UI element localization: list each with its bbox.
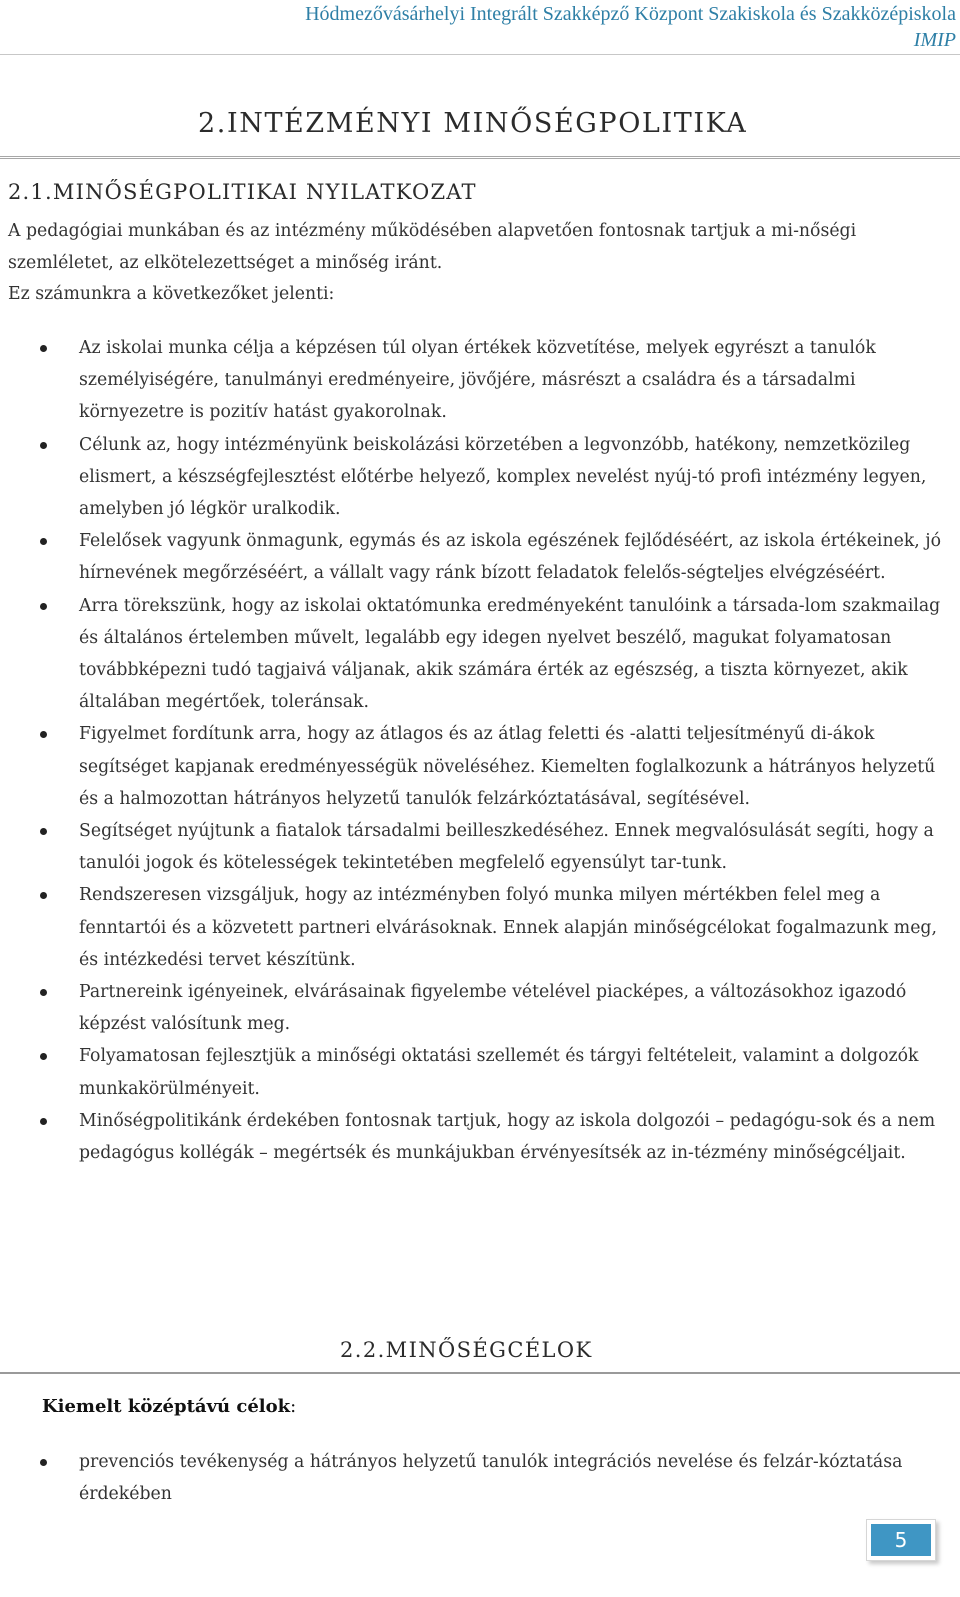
bullet-icon: [40, 1053, 47, 1060]
bullet-icon: [40, 892, 47, 899]
goals-subheading-text: Kiemelt középtávú célok: [42, 1396, 291, 1417]
bullet-icon: [40, 442, 47, 449]
goals-list: [0, 1446, 945, 1510]
bullet-icon: [40, 603, 47, 610]
goals-subheading-colon: :: [290, 1396, 297, 1417]
list-item: Folyamatosan fejlesztjük a minőségi oktatási szellemét és tárgyi feltételeit, valamint a dolgozók munkakörülményeit.: [0, 1040, 945, 1104]
bullet-icon: [40, 538, 47, 545]
bullet-icon: [40, 989, 47, 996]
bullet-icon: [40, 1118, 47, 1125]
list-item: Rendszeresen vizsgáljuk, hogy az intézményben folyó munka milyen mértékben felel meg a fenntartói és a közvetett partneri elvárásoknak. Ennek alapján minőségcélokat fogalmazunk meg, és intézkedési tervet készítünk.: [0, 879, 945, 976]
intro-paragraph: A pedagógiai munkában és az intézmény működésében alapvetően fontosnak tartjuk a mi-nőségi szemléletet, az elkötelezettséget a minőség iránt.: [8, 221, 857, 273]
intro-text: [8, 216, 946, 311]
bullet-icon: [40, 1459, 47, 1466]
header-doc-code: IMIP: [913, 29, 956, 51]
page-number: 5: [871, 1524, 931, 1556]
list-item: Arra törekszünk, hogy az iskolai oktatómunka eredményeként tanulóink a társada-lom szakmailag és általános értelemben művelt, legalább egy idegen nyelvet beszélő, magukat folyamatosan továbbképezni tudó tagjaivá váljanak, akik számára érték az egészség, a tiszta környezet, akik általában megértőek, toleránsak.: [0, 590, 945, 719]
list-item: Az iskolai munka célja a képzésen túl olyan értékek közvetítése, melyek egyrészt a tanulók személyiségére, tanulmányi eredményeire, jövőjére, másrészt a családra és a társadalmi környezetre is pozitív hatást gyakorolnak.: [0, 332, 945, 429]
goals-subheading: [42, 1396, 296, 1417]
list-item: prevenciós tevékenység a hátrányos helyzetű tanulók integrációs nevelése és felzár-kóztatása érdekében: [0, 1446, 945, 1510]
list-item: Partnereink igényeinek, elvárásainak figyelembe vételével piacképes, a változásokhoz igazodó képzést valósítunk meg.: [0, 976, 945, 1040]
bullet-icon: [40, 731, 47, 738]
subsection-title-policy: 2.1.MINŐSÉGPOLITIKAI NYILATKOZAT: [8, 180, 477, 204]
page-number-badge: [866, 1519, 936, 1561]
bullet-icon: [40, 345, 47, 352]
bullet-icon: [40, 828, 47, 835]
policy-list: [0, 332, 945, 1169]
intro-lead: Ez számunkra a következőket jelenti:: [8, 284, 335, 304]
list-item: Minőségpolitikánk érdekében fontosnak tartjuk, hogy az iskola dolgozói – pedagógu-sok és a nem pedagógus kollégák – megértsék és munkájukban érvényesítsék az in-tézmény minőségcéljait.: [0, 1105, 945, 1169]
section-title: 2.INTÉZMÉNYI MINŐSÉGPOLITIKA: [198, 108, 748, 139]
subsection-divider: [0, 1372, 960, 1374]
header-divider: [0, 54, 960, 55]
list-item: Felelősek vagyunk önmagunk, egymás és az iskola egészének fejlődéséért, az iskola értékeinek, jó hírnevének megőrzéséért, a vállalt vagy ránk bízott feladatok felelős-ségteljes elvégzéséért.: [0, 525, 945, 589]
subsection-title-goals: 2.2.MINŐSÉGCÉLOK: [340, 1338, 593, 1362]
list-item: Segítséget nyújtunk a fiatalok társadalmi beilleszkedéséhez. Ennek megvalósulását segíti, hogy a tanulói jogok és kötelességek tekintetében megfelelő egyensúlyt tar-tunk.: [0, 815, 945, 879]
list-item: Figyelmet fordítunk arra, hogy az átlagos és az átlag feletti és -alatti teljesítményű di-ákok segítséget kapjanak eredményességük növeléséhez. Kiemelten foglalkozunk a hátrányos helyzetű és a halmozottan hátrányos helyzetű tanulók felzárkóztatásával, segítésével.: [0, 718, 945, 815]
list-item: Célunk az, hogy intézményünk beiskolázási körzetében a legvonzóbb, hatékony, nemzetközileg elismert, a készségfejlesztést előtérbe helyező, komplex nevelést nyúj-tó profi intézmény legyen, amelyben jó légkör uralkodik.: [0, 429, 945, 526]
header-institution: Hódmezővásárhelyi Integrált Szakképző Központ Szakiskola és Szakközépiskola: [305, 3, 956, 25]
section-title-divider: [0, 156, 960, 162]
